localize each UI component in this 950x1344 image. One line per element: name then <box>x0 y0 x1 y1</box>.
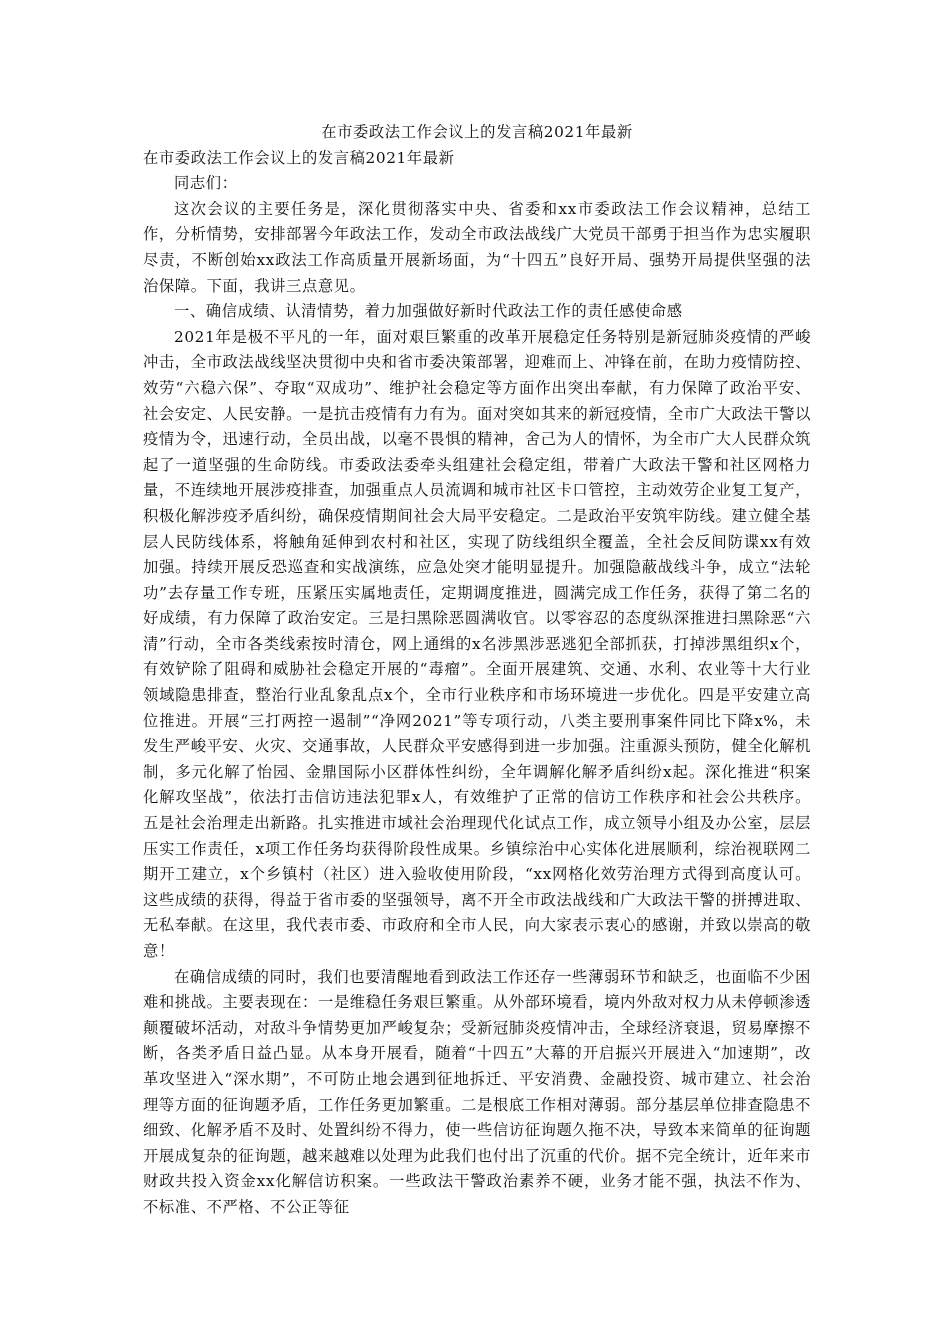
document-subtitle: 在市委政法工作会议上的发言稿2021年最新 <box>143 148 455 167</box>
paragraph-intro: 这次会议的主要任务是，深化贯彻落实中央、省委和xx市委政法工作会议精神，总结工作，分析情势，安排部署今年政法工作，发动全市政法战线广大党员干部勇于担当作为忠实履职尽责，不断创始xx政法工作高质量开展新场面，为“十四五”良好开局、强势开局提供坚强的法治保障。下面，我讲三点意见。 <box>143 199 811 295</box>
paragraph-challenges: 在确信成绩的同时，我们也要清醒地看到政法工作还存一些薄弱环节和缺乏，也面临不少困难和挑战。主要表现在：一是维稳任务艰巨繁重。从外部环境看，境内外敌对权力从未停顿渗透颠覆破坏活动，对敌斗争情势更加严峻复杂；受新冠肺炎疫情冲击，全球经济衰退，贸易摩擦不断，各类矛盾日益凸显。从本身开展看，随着“十四五”大幕的开启振兴开展进入“加速期”，改革攻坚进入“深水期”，不可防止地会遇到征地拆迁、平安消费、金融投资、城市建立、社会治理等方面的征询题矛盾，工作任务更加繁重。二是根底工作相对薄弱。部分基层单位排查隐患不细致、化解矛盾不及时、处置纠纷不得力，使一些信访征询题久拖不决，导致本来简单的征询题开展成复杂的征询题，越来越难以处理为此我们也付出了沉重的代价。据不完全统计，近年来市财政共投入资金xx化解信访积案。一些政法干警政治素养不硬，业务才能不强，执法不作为、不标准、不严格、不公正等征 <box>143 967 811 1216</box>
document-title: 在市委政法工作会议上的发言稿2021年最新 <box>321 123 633 141</box>
paragraph-achievements: 2021年是极不平凡的一年，面对艰巨繁重的改革开展稳定任务特别是新冠肺炎疫情的严峻冲击，全市政法战线坚决贯彻中央和省市委决策部署，迎难而上、冲锋在前，在助力疫情防控、效劳“六稳六保”、夺取“双成功”、维护社会稳定等方面作出突出奉献，有力保障了政治平安、社会安定、人民安静。一是抗击疫情有力有为。面对突如其来的新冠疫情，全市广大政法干警以疫情为令，迅速行动，全员出战，以毫不畏惧的精神，舍己为人的情怀，为全市广大人民群众筑起了一道坚强的生命防线。市委政法委牵头组建社会稳定组，带着广大政法干警和社区网格力量，不连续地开展涉疫排查，加强重点人员流调和城市社区卡口管控，主动效劳企业复工复产，积极化解涉疫矛盾纠纷，确保疫情期间社会大局平安稳定。二是政治平安筑牢防线。建立健全基层人民防线体系，将触角延伸到农村和社区，实现了防线组织全覆盖，全社会反间防谍xx有效加强。持续开展反恐巡查和实战演练，应急处突才能明显提升。加强隐蔽战线斗争，成立“法轮功”去存量工作专班，压紧压实属地责任，定期调度推进，圆满完成工作任务，获得了第二名的好成绩，有力保障了政治安定。三是扫黑除恶圆满收官。以零容忍的态度纵深推进扫黑除恶“六清”行动，全市各类线索按时清仓，网上通缉的x名涉黑涉恶逃犯全部抓获，打掉涉黑组织x个，有效铲除了阻碍和威胁社会稳定开展的“毒瘤”。全面开展建筑、交通、水利、农业等十大行业领域隐患排查，整治行业乱象乱点x个，全市行业秩序和市场环境进一步优化。四是平安建立高位推进。开展“三打两控一遏制”“净网2021”等专项行动，八类主要刑事案件同比下降x%，未发生严峻平安、火灾、交通事故，人民群众平安感得到进一步加强。注重源头预防，健全化解机制，多元化解了怡园、金鼎国际小区群体性纠纷，全年调解化解矛盾纠纷x起。深化推进“积案化解攻坚战”，依法打击信访违法犯罪x人，有效维护了正常的信访工作秩序和社会公共秩序。五是社会治理走出新路。扎实推进市域社会治理现代化试点工作，成立领导小组及办公室，层层压实工作责任，x项工作任务均获得阶段性成果。乡镇综治中心实体化进展顺利，综治视联网二期开工建立，x个乡镇村（社区）进入验收使用阶段，“xx网格化效劳治理方式得到高度认可。这些成绩的获得，得益于省市委的坚强领导，离不开全市政法战线和广大政法干警的拼搏进取、无私奉献。在这里，我代表市委、市政府和全市人民，向大家表示衷心的感谢，并致以崇高的敬意！ <box>143 327 811 960</box>
document-page <box>143 120 811 1221</box>
section-heading-1: 一、确信成绩、认清情势，着力加强做好新时代政法工作的责任感使命感 <box>174 302 683 321</box>
greeting: 同志们： <box>174 174 238 193</box>
